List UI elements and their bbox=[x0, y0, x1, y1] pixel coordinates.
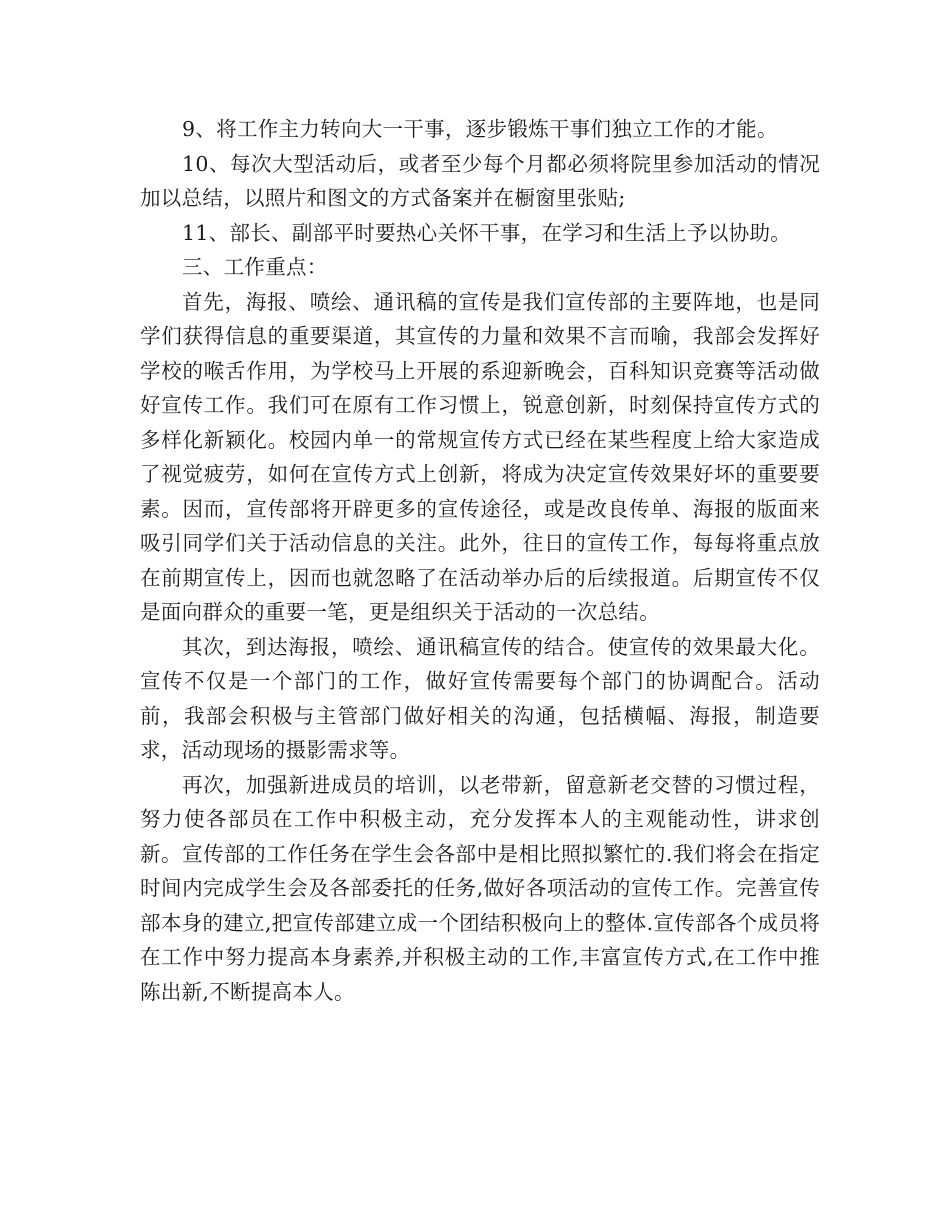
paragraph-second: 其次，到达海报，喷绘、通讯稿宣传的结合。使宣传的效果最大化。宣传不仅是一个部门的工作，做好宣传需要每个部门的协调配合。活动前，我部会积极与主管部门做好相关的沟通，包括横幅、海报，制造要求，活动现场的摄影需求等。 bbox=[140, 634, 820, 762]
paragraph-item-11: 11、部长、副部平时要热心关怀干事，在学习和生活上予以协助。 bbox=[182, 220, 792, 245]
paragraph-first: 首先，海报、喷绘、通讯稿的宣传是我们宣传部的主要阵地，也是同学们获得信息的重要渠道，其宣传的力量和效果不言而喻，我部会发挥好学校的喉舌作用，为学校马上开展的系迎新晚会，百科知识竞赛等活动做好宣传工作。我们可在原有工作习惯上，锐意创新，时刻保持宣传方式的多样化新颖化。校园内单一的常规宣传方式已经在某些程度上给大家造成了视觉疲劳，如何在宣传方式上创新，将成为决定宣传效果好坏的重要要素。因而，宣传部将开辟更多的宣传途径，或是改良传单、海报的版面来吸引同学们关于活动信息的关注。此外，往日的宣传工作，每每将重点放在前期宣传上，因而也就忽略了在活动举办后的后续报道。后期宣传不仅是面向群众的重要一笔，更是组织关于活动的一次总结。 bbox=[140, 289, 820, 624]
paragraph-third: 再次，加强新进成员的培训，以老带新，留意新老交替的习惯过程，努力使各部员在工作中积极主动，充分发挥本人的主观能动性，讲求创新。宣传部的工作任务在学生会各部中是相比照拟繁忙的.我们将会在指定时间内完成学生会及各部委托的任务,做好各项活动的宣传工作。完善宣传部本身的建立,把宣传部建立成一个团结积极向上的整体.宣传部各个成员将在工作中努力提高本身素养,并积极主动的工作,丰富宣传方式,在工作中推陈出新,不断提高本人。 bbox=[140, 772, 820, 1004]
paragraph-item-9: 9、将工作主力转向大一干事，逐步锻炼干事们独立工作的才能。 bbox=[182, 117, 778, 141]
paragraph-item-10: 10、每次大型活动后，或者至少每个月都必须将院里参加活动的情况加以总结，以照片和图文的方式备案并在橱窗里张贴; bbox=[140, 151, 820, 210]
section-heading-work-focus: 三、工作重点： bbox=[182, 255, 328, 279]
document-body bbox=[140, 112, 820, 1009]
